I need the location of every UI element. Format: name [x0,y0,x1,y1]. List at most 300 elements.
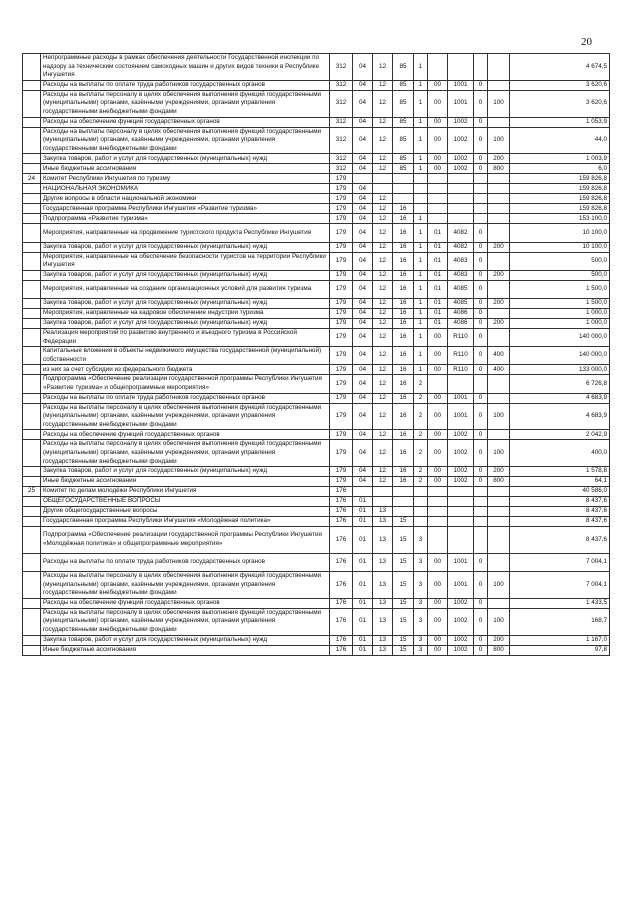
ministry-code-cell: 179 [330,194,353,204]
subprogram-cell [414,487,428,497]
digit-cell: 0 [474,635,488,645]
main-event-cell: 00 [428,598,448,608]
subprogram-cell [414,517,428,527]
main-event-cell: 01 [428,280,448,298]
ministry-code-cell: 176 [330,517,353,527]
table-row [23,487,610,497]
ministry-code-cell: 179 [330,375,353,393]
subprogram-cell [414,184,428,194]
section-cell: 04 [353,214,373,224]
subprogram-cell: 2 [414,403,428,430]
expense-type-cell: 400 [488,365,510,375]
direction-cell: 1002 [448,645,474,655]
item-name-cell: Закупка товаров, работ и услуг для государственных (муниципальных) нужд [41,467,330,477]
digit-cell [474,174,488,184]
main-event-cell: 00 [428,154,448,164]
amount-cell: 1 500,0 [510,280,610,298]
expense-type-cell [488,527,510,554]
program-cell: 85 [393,164,414,174]
ministry-code-cell: 179 [330,214,353,224]
expense-type-cell: 100 [488,440,510,467]
expense-type-cell: 200 [488,298,510,308]
section-cell: 04 [353,328,373,346]
amount-cell: 1 500,0 [510,298,610,308]
table-row [23,477,610,487]
program-cell: 16 [393,270,414,280]
subsection-cell: 12 [373,242,393,252]
item-name-cell: Закупка товаров, работ и услуг для государственных (муниципальных) нужд [41,242,330,252]
item-name-cell: Иные бюджетные ассигнования [41,164,330,174]
subprogram-cell: 1 [414,154,428,164]
program-cell: 15 [393,645,414,655]
main-event-cell: 00 [428,635,448,645]
ministry-code-cell: 312 [330,90,353,117]
program-cell: 16 [393,252,414,270]
subsection-cell [373,174,393,184]
direction-cell: 1001 [448,393,474,403]
table-row [23,430,610,440]
section-cell: 04 [353,375,373,393]
expense-type-cell [488,497,510,507]
amount-cell: 8 437,6 [510,527,610,554]
expense-type-cell: 100 [488,572,510,599]
item-name-cell: Расходы на выплаты персоналу в целях обеспечения выполнения функций государственными (муниципальными) органами, казёнными учреждениями, органами управления государственными внебюджетными фондами [41,127,330,154]
main-event-cell: 00 [428,553,448,571]
expense-type-cell [488,252,510,270]
digit-cell: 0 [474,598,488,608]
item-name-cell: Государственная программа Республики Ингушетия «Молодёжная политика» [41,517,330,527]
row-number-cell [23,127,41,154]
item-name-cell: Закупка товаров, работ и услуг для государственных (муниципальных) нужд [41,635,330,645]
main-event-cell: 00 [428,80,448,90]
program-cell: 16 [393,204,414,214]
amount-cell: 140 000,0 [510,328,610,346]
subprogram-cell: 1 [414,242,428,252]
subsection-cell [373,184,393,194]
subsection-cell: 12 [373,477,393,487]
table-row [23,224,610,242]
expense-type-cell [488,517,510,527]
row-number-cell [23,318,41,328]
subprogram-cell: 1 [414,117,428,127]
direction-cell: 1002 [448,477,474,487]
direction-cell: 1002 [448,430,474,440]
amount-cell: 1 000,0 [510,308,610,318]
table-row [23,80,610,90]
amount-cell: 4 683,9 [510,403,610,430]
ministry-code-cell: 179 [330,224,353,242]
direction-cell: 1002 [448,635,474,645]
expense-type-cell [488,308,510,318]
row-number-cell [23,517,41,527]
ministry-code-cell: 176 [330,487,353,497]
digit-cell [474,507,488,517]
section-cell: 04 [353,270,373,280]
expense-type-cell: 800 [488,645,510,655]
direction-cell: 1001 [448,80,474,90]
main-event-cell: 01 [428,308,448,318]
row-number-cell [23,598,41,608]
table-row [23,318,610,328]
expense-type-cell [488,54,510,81]
subsection-cell: 12 [373,80,393,90]
amount-cell: 2 042,9 [510,430,610,440]
item-name-cell: Государственная программа Республики Ингушетия «Развитие туризма» [41,204,330,214]
program-cell: 16 [393,477,414,487]
digit-cell: 0 [474,403,488,430]
amount-cell: 1 433,5 [510,598,610,608]
program-cell: 15 [393,598,414,608]
amount-cell: 159 826,8 [510,194,610,204]
program-cell: 16 [393,365,414,375]
ministry-code-cell: 179 [330,318,353,328]
expense-type-cell [488,224,510,242]
direction-cell: 4082 [448,242,474,252]
ministry-code-cell: 312 [330,127,353,154]
item-name-cell: Другие общегосударственные вопросы [41,507,330,517]
direction-cell [448,174,474,184]
table-row [23,270,610,280]
section-cell: 04 [353,430,373,440]
ministry-code-cell: 176 [330,608,353,635]
digit-cell: 0 [474,645,488,655]
direction-cell [448,194,474,204]
item-name-cell: Другие вопросы в области национальной экономики [41,194,330,204]
subsection-cell: 12 [373,430,393,440]
subsection-cell: 13 [373,645,393,655]
program-cell [393,497,414,507]
table-row [23,527,610,554]
direction-cell [448,497,474,507]
digit-cell: 0 [474,467,488,477]
main-event-cell: 01 [428,270,448,280]
main-event-cell: 01 [428,242,448,252]
main-event-cell: 00 [428,467,448,477]
expense-type-cell [488,507,510,517]
digit-cell: 0 [474,608,488,635]
row-number-cell [23,635,41,645]
subsection-cell: 12 [373,164,393,174]
direction-cell: 4086 [448,318,474,328]
program-cell: 15 [393,608,414,635]
expense-type-cell [488,214,510,224]
amount-cell: 6,0 [510,164,610,174]
program-cell: 16 [393,318,414,328]
program-cell: 16 [393,224,414,242]
ministry-code-cell: 179 [330,184,353,194]
expense-type-cell [488,430,510,440]
expense-type-cell [488,375,510,393]
table-row [23,440,610,467]
expense-type-cell [488,194,510,204]
subprogram-cell: 1 [414,298,428,308]
section-cell: 01 [353,598,373,608]
subsection-cell: 12 [373,375,393,393]
subprogram-cell: 1 [414,127,428,154]
row-number-cell [23,54,41,81]
table-row [23,298,610,308]
table-row [23,308,610,318]
main-event-cell: 01 [428,298,448,308]
subprogram-cell: 3 [414,598,428,608]
section-cell: 04 [353,117,373,127]
ministry-code-cell: 179 [330,365,353,375]
program-cell: 85 [393,154,414,164]
section-cell: 04 [353,194,373,204]
main-event-cell [428,375,448,393]
digit-cell: 0 [474,80,488,90]
subprogram-cell: 2 [414,393,428,403]
digit-cell: 0 [474,572,488,599]
expense-type-cell: 200 [488,242,510,252]
row-number-cell [23,224,41,242]
ministry-code-cell: 176 [330,598,353,608]
section-cell: 04 [353,403,373,430]
subprogram-cell: 3 [414,645,428,655]
item-name-cell: Расходы на выплаты персоналу в целях обеспечения выполнения функций государственными (муниципальными) органами, казёнными учреждениями, органами управления государственными внебюджетными фондами [41,90,330,117]
digit-cell [474,204,488,214]
item-name-cell: Расходы на выплаты персоналу в целях обеспечения выполнения функций государственными (муниципальными) органами, казёнными учреждениями, органами управления государственными внебюджетными фондами [41,440,330,467]
main-event-cell [428,507,448,517]
digit-cell [474,184,488,194]
subprogram-cell: 1 [414,365,428,375]
expense-type-cell: 800 [488,477,510,487]
amount-cell: 4 674,5 [510,54,610,81]
digit-cell: 0 [474,252,488,270]
table-row [23,645,610,655]
section-cell: 04 [353,204,373,214]
amount-cell: 140 000,0 [510,347,610,365]
main-event-cell: 00 [428,90,448,117]
digit-cell: 0 [474,270,488,280]
section-cell: 04 [353,127,373,154]
program-cell [393,507,414,517]
section-cell: 04 [353,90,373,117]
expense-type-cell: 100 [488,608,510,635]
digit-cell [474,517,488,527]
direction-cell [448,517,474,527]
main-event-cell: 00 [428,393,448,403]
expense-type-cell: 100 [488,403,510,430]
amount-cell: 40 586,0 [510,487,610,497]
row-number-cell [23,90,41,117]
main-event-cell [428,487,448,497]
subsection-cell: 13 [373,507,393,517]
row-number-cell [23,328,41,346]
main-event-cell: 00 [428,127,448,154]
amount-cell: 1 000,0 [510,318,610,328]
table-row [23,507,610,517]
section-cell [353,487,373,497]
table-row [23,164,610,174]
row-number-cell [23,194,41,204]
ministry-code-cell: 179 [330,430,353,440]
expense-type-cell: 200 [488,635,510,645]
direction-cell: 1002 [448,608,474,635]
item-name-cell: Комитет по делам молодёжи Республики Ингушетия [41,487,330,497]
main-event-cell: 00 [428,117,448,127]
digit-cell [474,497,488,507]
digit-cell: 0 [474,393,488,403]
row-number-cell [23,270,41,280]
table-row [23,467,610,477]
amount-cell: 153 100,0 [510,214,610,224]
amount-cell: 8 437,6 [510,507,610,517]
expense-type-cell [488,184,510,194]
amount-cell: 44,0 [510,127,610,154]
item-name-cell: НАЦИОНАЛЬНАЯ ЭКОНОМИКА [41,184,330,194]
main-event-cell [428,517,448,527]
main-event-cell [428,194,448,204]
table-row [23,154,610,164]
program-cell: 16 [393,328,414,346]
subsection-cell: 12 [373,280,393,298]
row-number-cell [23,252,41,270]
section-cell: 04 [353,164,373,174]
amount-cell: 6 726,8 [510,375,610,393]
row-number-cell [23,365,41,375]
program-cell: 85 [393,127,414,154]
ministry-code-cell: 176 [330,572,353,599]
row-number-cell [23,467,41,477]
main-event-cell: 01 [428,252,448,270]
main-event-cell: 00 [428,572,448,599]
direction-cell: 4083 [448,252,474,270]
item-name-cell: Закупка товаров, работ и услуг для государственных (муниципальных) нужд [41,270,330,280]
table-row [23,117,610,127]
main-event-cell: 00 [428,328,448,346]
subsection-cell: 12 [373,270,393,280]
row-number-cell [23,527,41,554]
item-name-cell: Подпрограмма «Развитие туризма» [41,214,330,224]
direction-cell: 1002 [448,117,474,127]
subsection-cell: 12 [373,154,393,164]
main-event-cell: 00 [428,477,448,487]
item-name-cell: Непрограммные расходы в рамках обеспечения деятельности Государственной инспекции по надзору за техническим состоянием самоходных машин и других видов техники в Республике Ингушетия [41,54,330,81]
subprogram-cell: 3 [414,608,428,635]
subprogram-cell: 1 [414,280,428,298]
subprogram-cell: 1 [414,54,428,81]
ministry-code-cell: 179 [330,347,353,365]
digit-cell: 0 [474,117,488,127]
program-cell: 16 [393,242,414,252]
subprogram-cell [414,204,428,214]
item-name-cell: Расходы на выплаты персоналу в целях обеспечения выполнения функций государственными (муниципальными) органами, казёнными учреждениями, органами управления государственными внебюджетными фондами [41,608,330,635]
subprogram-cell: 1 [414,347,428,365]
direction-cell [448,375,474,393]
ministry-code-cell: 179 [330,467,353,477]
table-row [23,54,610,81]
row-number-cell [23,298,41,308]
program-cell: 15 [393,517,414,527]
ministry-code-cell: 179 [330,328,353,346]
subsection-cell [373,487,393,497]
subsection-cell: 13 [373,608,393,635]
expense-type-cell [488,174,510,184]
subsection-cell: 13 [373,527,393,554]
direction-cell: 4085 [448,280,474,298]
table-row [23,375,610,393]
expense-type-cell [488,117,510,127]
program-cell: 15 [393,553,414,571]
subsection-cell: 12 [373,365,393,375]
row-number-cell [23,214,41,224]
section-cell: 01 [353,553,373,571]
amount-cell: 159 826,8 [510,204,610,214]
row-number-cell: 24 [23,174,41,184]
item-name-cell: Подпрограмма «Обеспечение реализации государственной программы Республики Ингушетия «Развитие туризма» и общепрограммные мероприятия» [41,375,330,393]
item-name-cell: Закупка товаров, работ и услуг для государственных (муниципальных) нужд [41,298,330,308]
subsection-cell: 12 [373,224,393,242]
subprogram-cell [414,497,428,507]
section-cell: 04 [353,477,373,487]
ministry-code-cell: 179 [330,280,353,298]
item-name-cell: Подпрограмма «Обеспечение реализации государственной программы Республики Ингушетия «Молодёжная политика» и общепрограммные мероприятия» [41,527,330,554]
row-number-cell [23,375,41,393]
digit-cell: 0 [474,430,488,440]
program-cell: 16 [393,403,414,430]
expense-type-cell [488,393,510,403]
item-name-cell: Мероприятия, направленные на обеспечение безопасности туристов на территории Республики Ингушетия [41,252,330,270]
ministry-code-cell: 179 [330,403,353,430]
digit-cell: 0 [474,440,488,467]
subprogram-cell: 1 [414,214,428,224]
subprogram-cell: 2 [414,467,428,477]
table-row [23,90,610,117]
amount-cell: 500,0 [510,252,610,270]
section-cell: 04 [353,252,373,270]
table-row [23,598,610,608]
subsection-cell: 12 [373,204,393,214]
digit-cell: 0 [474,224,488,242]
subprogram-cell [414,174,428,184]
digit-cell: 0 [474,477,488,487]
main-event-cell [428,527,448,554]
amount-cell: 7 004,1 [510,553,610,571]
section-cell: 04 [353,308,373,318]
item-name-cell: Расходы на выплаты персоналу в целях обеспечения выполнения функций государственными (муниципальными) органами, казёнными учреждениями, органами управления государственными внебюджетными фондами [41,572,330,599]
item-name-cell: Реализация мероприятий по развитию внутреннего и въездного туризма в Российской Федерации [41,328,330,346]
subsection-cell: 12 [373,214,393,224]
section-cell: 01 [353,497,373,507]
subsection-cell: 12 [373,440,393,467]
digit-cell: 0 [474,318,488,328]
main-event-cell [428,174,448,184]
program-cell: 16 [393,467,414,477]
main-event-cell: 00 [428,164,448,174]
table-row [23,280,610,298]
subprogram-cell: 3 [414,572,428,599]
expense-type-cell [488,280,510,298]
subsection-cell: 12 [373,298,393,308]
ministry-code-cell: 176 [330,635,353,645]
section-cell: 04 [353,440,373,467]
ministry-code-cell: 179 [330,393,353,403]
amount-cell: 159 826,8 [510,174,610,184]
subprogram-cell: 3 [414,527,428,554]
subsection-cell: 12 [373,403,393,430]
subsection-cell [373,497,393,507]
section-cell: 04 [353,298,373,308]
item-name-cell: Расходы на выплаты персоналу в целях обеспечения выполнения функций государственными (муниципальными) органами, казёнными учреждениями, органами управления государственными внебюджетными фондами [41,403,330,430]
main-event-cell [428,54,448,81]
table-row [23,242,610,252]
digit-cell [474,375,488,393]
item-name-cell: ОБЩЕГОСУДАРСТВЕННЫЕ ВОПРОСЫ [41,497,330,507]
amount-cell: 1 053,9 [510,117,610,127]
ministry-code-cell: 179 [330,477,353,487]
main-event-cell: 00 [428,645,448,655]
